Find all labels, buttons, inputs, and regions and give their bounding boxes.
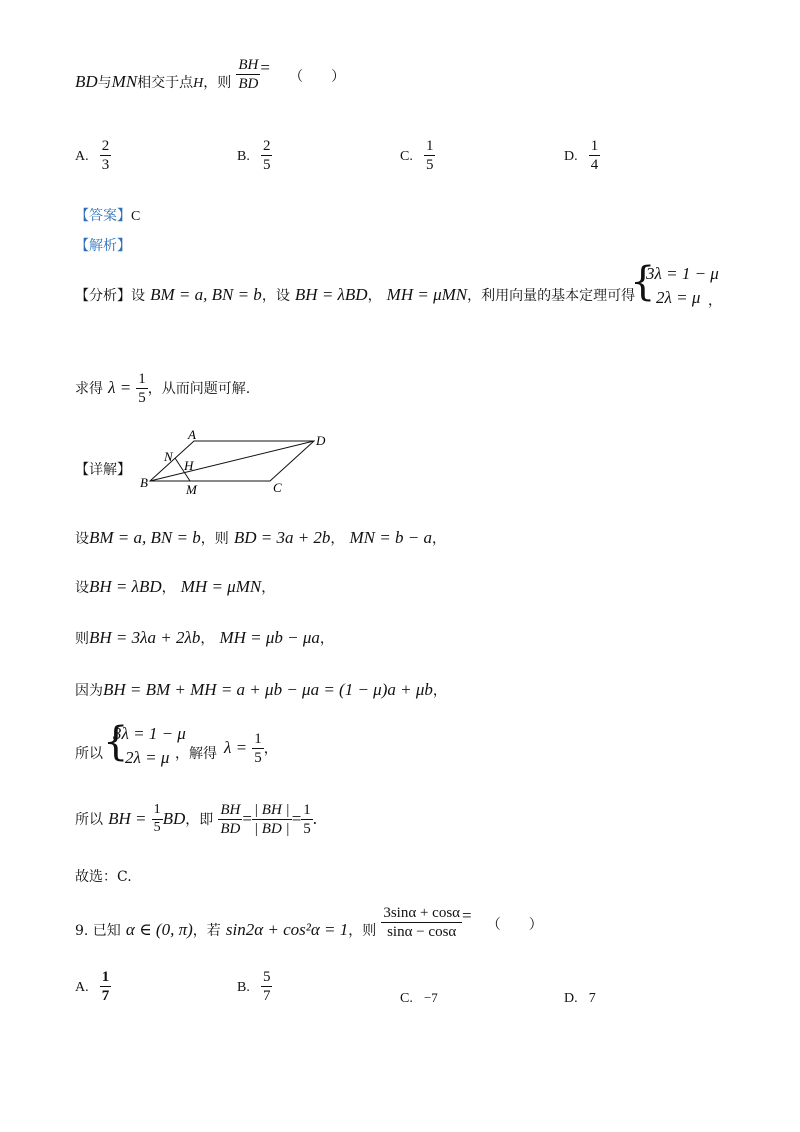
label-n: N [164, 449, 173, 464]
label-m: M [186, 482, 197, 497]
q9-option-b[interactable]: B. $\frac{5}{7}$ [237, 969, 271, 1004]
q9-option-c[interactable]: C. −7 [400, 990, 438, 1006]
answer-value: C [131, 209, 141, 224]
q9-stem: 9. 已知 α ∈ (0, π)，若 sin2α + cos²α = 1，则 $\frac{3\sin\alpha + \cos\alpha}{\sin\alpha - \cos\alpha}$ = （ ） [75, 905, 543, 940]
fenxi-expr3: MH = μMN [386, 285, 468, 304]
final-choice: 故选：C. [75, 869, 132, 885]
q8-option-a[interactable]: A. $\frac{2}{3}$ [75, 138, 110, 173]
text-intersect: 相交于点 [137, 75, 194, 91]
fenxi-expr2: BH = λBD [294, 285, 368, 304]
q8-ratio: $\frac{BH}{BD}$ [238, 57, 259, 92]
text-then: ，则 [203, 75, 232, 91]
q9-fraction: $\frac{3\sin\alpha + \cos\alpha}{\sin\alpha - \cos\alpha}$ [383, 905, 461, 940]
fenxi-tag: 【分析】 [75, 288, 131, 304]
detail-line-5-solve: ，解得 [175, 746, 217, 762]
detail-line-5-label: 所以 [75, 746, 103, 762]
q9-cond1: α ∈ (0, π) [125, 920, 193, 939]
q8-option-b[interactable]: B. $\frac{2}{5}$ [237, 138, 271, 173]
q9-answer-blank: （ ） [486, 917, 543, 933]
detail-line-6: 所以 BH = $\frac{1}{5}$ BD，即 $\frac{BH}{BD}$ = $\frac{| BH |}{| BD |}$ = $\frac{1}{5}$ . [75, 802, 318, 837]
q9-number: 9. 已知 [75, 923, 121, 939]
label-a: A [188, 427, 196, 442]
fenxi-line: 【分析】设 BM = a, BN = b，设 BH = λBD， MH = μMN，利用向量的基本定理可得 [75, 285, 636, 304]
detail-tag: 【详解】 [75, 462, 131, 478]
document-page: BD与MN相交于点H，则 $\frac{BH}{BD}$ = （ ） A. $\frac{2}{3}$ B. $\frac{2}{5}$ C. $\frac{1}{5}$ D. $\frac{1}{4}$ 【答案】C 【解析】 【分析】设 BM = a, BN = b，设 BH = λBD， MH = μMN，利用向量的基本定理可得 { 3λ = 1 − μ 2λ = μ ， 求得 λ = $\frac{1}{5}$ ，从而问题可解. 【详解】 A D B C N H M 设BM = a, BN = b，则 BD = 3a + 2b， MN = b − a， 设BH = λBD， MH = μMN， 则BH = 3λa + 2λb， MH = μb − μa， 因为BH = BM + MH = a + μb − μa = (1 − μ)a + μb， 所以 { 3λ = 1 − μ 2λ = μ ，解得 λ = $\frac{1}{5}$ ， 所以 BH = $\frac{1}{5}$ BD，即 $\frac{BH}{BD}$ = $\frac{| BH |}{| BD |}$ = $\frac{1}{5}$ . 故选：C. 9. 已知 α ∈ (0, π)，若 sin2α + cos²α = 1，则 $\frac{3\sin\alpha + \cos\alpha}{\sin\alpha - \cos\alpha}$ = （ ） A. $\frac{1}{7}$ B. $\frac{5}{7}$ C. −7 D. 7 [75, 57, 722, 1006]
segment-bd: BD [75, 72, 98, 91]
q9-cond2: sin2α + cos²α = 1 [225, 920, 349, 939]
answer-blank: （ ） [289, 69, 346, 85]
detail-line-1: 设BM = a, BN = b，则 BD = 3a + 2b， MN = b − a， [75, 528, 446, 547]
label-c: C [273, 480, 282, 495]
answer-tag: 【答案】 [75, 208, 131, 224]
label-b: B [140, 475, 148, 490]
q8-stem: BD与MN相交于点H，则 $\frac{BH}{BD}$ = （ ） [75, 57, 346, 92]
q9-option-a[interactable]: A. $\frac{1}{7}$ [75, 969, 110, 1004]
detail-line-5-result: λ = $\frac{1}{5}$ ， [224, 731, 278, 766]
detail-line-3: 则BH = 3λa + 2λb， MH = μb − μa， [75, 628, 334, 647]
q8-option-c[interactable]: C. $\frac{1}{5}$ [400, 138, 434, 173]
text-with: 与 [97, 75, 112, 91]
point-h: H [193, 76, 204, 91]
qiude-line: 求得 λ = $\frac{1}{5}$ ，从而问题可解. [75, 371, 251, 406]
parallelogram-figure [138, 425, 338, 500]
diagonal-bd [150, 441, 314, 481]
label-h: H [184, 458, 194, 473]
detail-line-2: 设BH = λBD， MH = μMN， [75, 577, 276, 596]
segment-mn: MN [111, 72, 138, 91]
q8-option-d[interactable]: D. $\frac{1}{4}$ [564, 138, 599, 173]
fenxi-expr1: BM = a, BN = b [150, 285, 262, 304]
analysis-tag: 【解析】 [75, 238, 131, 254]
answer-line [75, 205, 140, 225]
q9-option-d[interactable]: D. 7 [564, 991, 596, 1006]
detail-line-4: 因为BH = BM + MH = a + μb − μa = (1 − μ)a + μb， [75, 680, 447, 699]
label-d: D [316, 433, 326, 448]
